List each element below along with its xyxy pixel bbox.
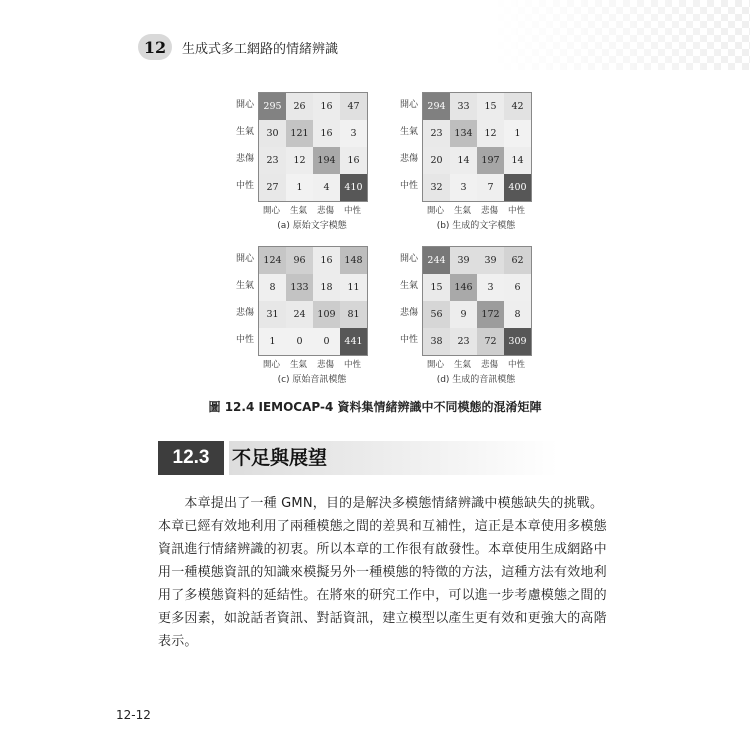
matrix-col-label: 中性	[343, 360, 361, 370]
matrix-cell: 12	[286, 147, 313, 174]
matrix-cell: 72	[477, 328, 504, 355]
body-line: 用了多模態資料的延結性。在將來的研究工作中，可以進一步考慮模態之間的	[158, 588, 607, 603]
section-number: 12.3	[158, 441, 229, 475]
matrix-cell: 16	[313, 93, 340, 120]
matrix-cell: 1	[286, 174, 313, 201]
matrix-cell: 121	[286, 120, 313, 147]
page-number: 12-12	[116, 708, 151, 722]
matrix-cell: 3	[477, 274, 504, 301]
matrix-row-label: 生氣	[235, 281, 254, 291]
matrix-cell: 8	[259, 274, 286, 301]
matrix-row-label: 悲傷	[399, 308, 418, 318]
matrix-row-label: 中性	[399, 181, 418, 191]
matrix-cell: 124	[259, 247, 286, 274]
matrix-cell: 47	[340, 93, 367, 120]
matrix-cell: 109	[313, 301, 340, 328]
matrix-cell: 3	[340, 120, 367, 147]
section-title: 不足與展望	[232, 447, 328, 469]
matrix-cell: 56	[423, 301, 450, 328]
matrix-cell: 294	[423, 93, 450, 120]
matrix-cell: 39	[450, 247, 477, 274]
matrix-cell: 0	[286, 328, 313, 355]
matrix-cell: 7	[477, 174, 504, 201]
matrix-cell: 16	[340, 147, 367, 174]
matrix-cell: 194	[313, 147, 340, 174]
matrix-row-label: 悲傷	[235, 308, 254, 318]
matrix-cell: 39	[477, 247, 504, 274]
chapter-header	[138, 34, 338, 60]
matrix-cell: 309	[504, 328, 531, 355]
matrix-cell: 18	[313, 274, 340, 301]
matrix-cell: 23	[259, 147, 286, 174]
matrix-row-label: 開心	[235, 254, 254, 264]
matrix-cell: 62	[504, 247, 531, 274]
matrix-row-label: 開心	[399, 254, 418, 264]
matrix-cell: 441	[340, 328, 367, 355]
matrix-cell: 26	[286, 93, 313, 120]
matrix-cell: 146	[450, 274, 477, 301]
matrix-cell: 0	[313, 328, 340, 355]
matrix-cell: 81	[340, 301, 367, 328]
matrix-cell: 134	[450, 120, 477, 147]
body-paragraph	[158, 492, 607, 653]
matrix-col-label: 悲傷	[480, 206, 498, 216]
matrix-cell: 16	[313, 247, 340, 274]
matrix-col-label: 生氣	[289, 206, 307, 216]
matrix-col-label: 悲傷	[316, 360, 334, 370]
matrix-cell: 38	[423, 328, 450, 355]
body-line: 本章提出了一種 GMN，目的是解決多模態情緒辨識中模態缺失的挑戰。	[158, 496, 604, 511]
matrix-col-label: 中性	[507, 360, 525, 370]
matrix-col-label: 中性	[343, 206, 361, 216]
matrix-cell: 33	[450, 93, 477, 120]
matrix-grid	[258, 246, 368, 356]
matrix-cell: 172	[477, 301, 504, 328]
matrix-cell: 1	[504, 120, 531, 147]
matrix-cell: 133	[286, 274, 313, 301]
matrix-caption: (a) 原始文字模態	[277, 221, 347, 231]
matrix-col-label: 生氣	[453, 206, 471, 216]
matrix-cell: 32	[423, 174, 450, 201]
matrix-col-label: 中性	[507, 206, 525, 216]
matrix-cell: 148	[340, 247, 367, 274]
matrix-col-label: 生氣	[453, 360, 471, 370]
matrix-caption: (c) 原始音訊模態	[277, 375, 347, 385]
matrix-cell: 6	[504, 274, 531, 301]
matrix-col-label: 悲傷	[316, 206, 334, 216]
chapter-number: 12	[138, 34, 172, 60]
matrix-cell: 23	[423, 120, 450, 147]
matrix-row-label: 生氣	[399, 281, 418, 291]
matrix-row-label: 中性	[399, 335, 418, 345]
matrix-cell: 244	[423, 247, 450, 274]
matrix-cell: 24	[286, 301, 313, 328]
matrix-cell: 30	[259, 120, 286, 147]
matrix-cell: 410	[340, 174, 367, 201]
matrix-cell: 42	[504, 93, 531, 120]
confusion-matrix	[380, 92, 540, 232]
matrix-cell: 4	[313, 174, 340, 201]
matrix-cell: 16	[313, 120, 340, 147]
matrix-row-label: 悲傷	[399, 154, 418, 164]
matrix-cell: 11	[340, 274, 367, 301]
matrix-row-label: 悲傷	[235, 154, 254, 164]
matrix-grid	[258, 92, 368, 202]
matrix-col-label: 開心	[262, 360, 280, 370]
matrix-cell: 12	[477, 120, 504, 147]
body-line: 資訊進行情緒辨識的初衷。所以本章的工作很有啟發性。本章使用生成網路中	[158, 542, 607, 557]
matrix-col-label: 悲傷	[480, 360, 498, 370]
matrix-cell: 3	[450, 174, 477, 201]
matrix-cell: 400	[504, 174, 531, 201]
body-line: 表示。	[158, 634, 198, 649]
matrix-cell: 295	[259, 93, 286, 120]
matrix-row-label: 開心	[399, 100, 418, 110]
matrix-col-label: 生氣	[289, 360, 307, 370]
matrix-col-label: 開心	[426, 360, 444, 370]
chapter-title: 生成式多工網路的情緒辨識	[182, 41, 339, 57]
matrix-row-label: 生氣	[399, 127, 418, 137]
matrix-grid	[422, 246, 532, 356]
matrix-cell: 14	[504, 147, 531, 174]
matrix-col-label: 開心	[426, 206, 444, 216]
body-line: 本章已經有效地利用了兩種模態之間的差異和互補性，這正是本章使用多模態	[158, 519, 607, 534]
body-line: 更多因素，如說話者資訊、對話資訊，建立模型以產生更有效和更強大的高階	[158, 611, 607, 626]
confusion-matrix	[380, 246, 540, 386]
matrix-row-label: 中性	[235, 181, 254, 191]
matrix-cell: 31	[259, 301, 286, 328]
matrix-cell: 15	[423, 274, 450, 301]
corner-decoration	[490, 0, 750, 70]
matrix-caption: (d) 生成的音訊模態	[436, 375, 516, 385]
matrix-row-label: 中性	[235, 335, 254, 345]
figure-caption: 圖 12.4 IEMOCAP-4 資料集情緒辨識中不同模態的混淆矩陣	[208, 400, 542, 414]
matrix-cell: 15	[477, 93, 504, 120]
confusion-matrix	[216, 246, 376, 386]
matrix-row-label: 開心	[235, 100, 254, 110]
matrix-cell: 14	[450, 147, 477, 174]
matrix-cell: 9	[450, 301, 477, 328]
body-line: 用一種模態資訊的知識來模擬另外一種模態的特徵的方法，這種方法有效地利	[158, 565, 607, 580]
matrix-cell: 27	[259, 174, 286, 201]
matrix-cell: 197	[477, 147, 504, 174]
matrix-cell: 1	[259, 328, 286, 355]
matrix-cell: 23	[450, 328, 477, 355]
matrix-cell: 96	[286, 247, 313, 274]
matrix-col-label: 開心	[262, 206, 280, 216]
matrix-caption: (b) 生成的文字模態	[436, 221, 516, 231]
matrix-cell: 8	[504, 301, 531, 328]
confusion-matrix	[216, 92, 376, 232]
matrix-grid	[422, 92, 532, 202]
matrix-row-label: 生氣	[235, 127, 254, 137]
matrix-cell: 20	[423, 147, 450, 174]
